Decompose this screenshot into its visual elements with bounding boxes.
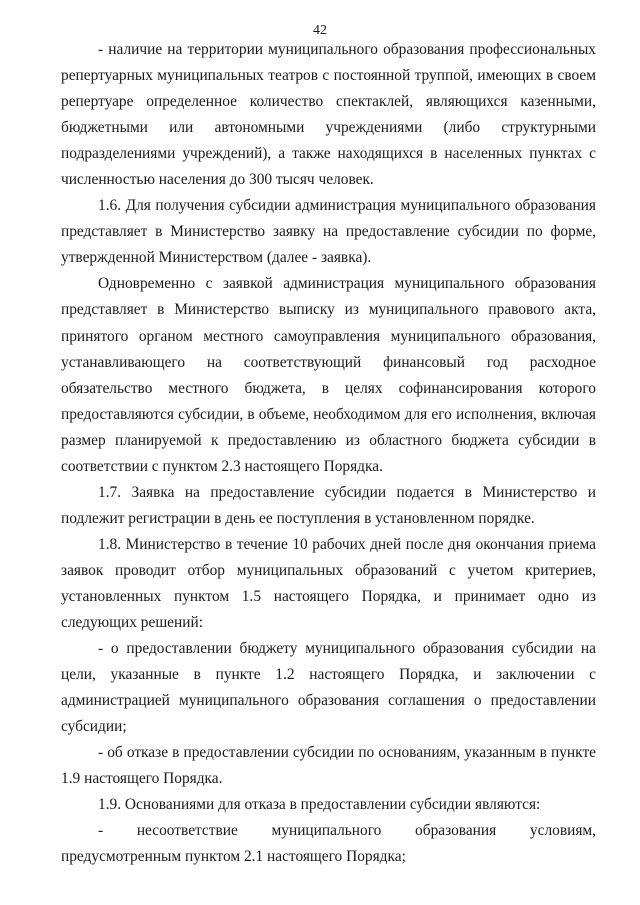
document-body (61, 37, 596, 871)
paragraph-list-item-theaters: - наличие на территории муниципального образования профессиональных репертуарных муниципальных театров с постоянной труппой, имеющих в своем репертуаре определенное количество спектаклей, являющихся казенными, бюджетными или автономными учреждениями (либо структурными подразделениями учреждений), а также находящихся в населенных пунктах с численностью населения до 300 тысяч человек. (61, 41, 596, 189)
paragraph-1-6: 1.6. Для получения субсидии администрация муниципального образования представляет в Министерство заявку на предоставление субсидии по форме, утвержденной Министерством (далее - заявка). (61, 197, 596, 267)
paragraph-1-7: 1.7. Заявка на предоставление субсидии подается в Министерство и подлежит регистрации в день ее поступления в установленном порядке. (61, 483, 596, 527)
page-number: 42 (313, 23, 327, 38)
paragraph-1-9: 1.9. Основаниями для отказа в предоставлении субсидии являются: (98, 796, 541, 814)
paragraph-1-8: 1.8. Министерство в течение 10 рабочих дней после дня окончания приема заявок проводит отбор муниципальных образований с учетом критериев, установленных пунктом 1.5 настоящего Порядка, и принимает одно из следующих решений: (61, 535, 596, 632)
paragraph-decision-grant: - о предоставлении бюджету муниципального образования субсидии на цели, указанные в пункте 1.2 настоящего Порядка, и заключении с администрацией муниципального образования соглашения о предоставлении субсидии; (61, 640, 596, 736)
paragraph-simultaneous-submission: Одновременно с заявкой администрация муниципального образования представляет в Министерство выписку из муниципального правового акта, принятого органом местного самоуправления муниципального образования, устанавливающего на соответствующий финансовый год расходное обязательство местного бюджета, в целях софинансирования которого предоставляются субсидии, в объеме, необходимом для его исполнения, включая размер планируемой к предоставлению из областного бюджета субсидии в соответствии с пунктом 2.3 настоящего Порядка. (61, 275, 596, 475)
paragraph-decision-refusal: - об отказе в предоставлении субсидии по основаниям, указанным в пункте 1.9 настоящего Порядка. (61, 744, 596, 788)
paragraph-refusal-reason: - несоответствие муниципального образования условиям, предусмотренным пунктом 2.1 настоящего Порядка; (61, 822, 596, 866)
